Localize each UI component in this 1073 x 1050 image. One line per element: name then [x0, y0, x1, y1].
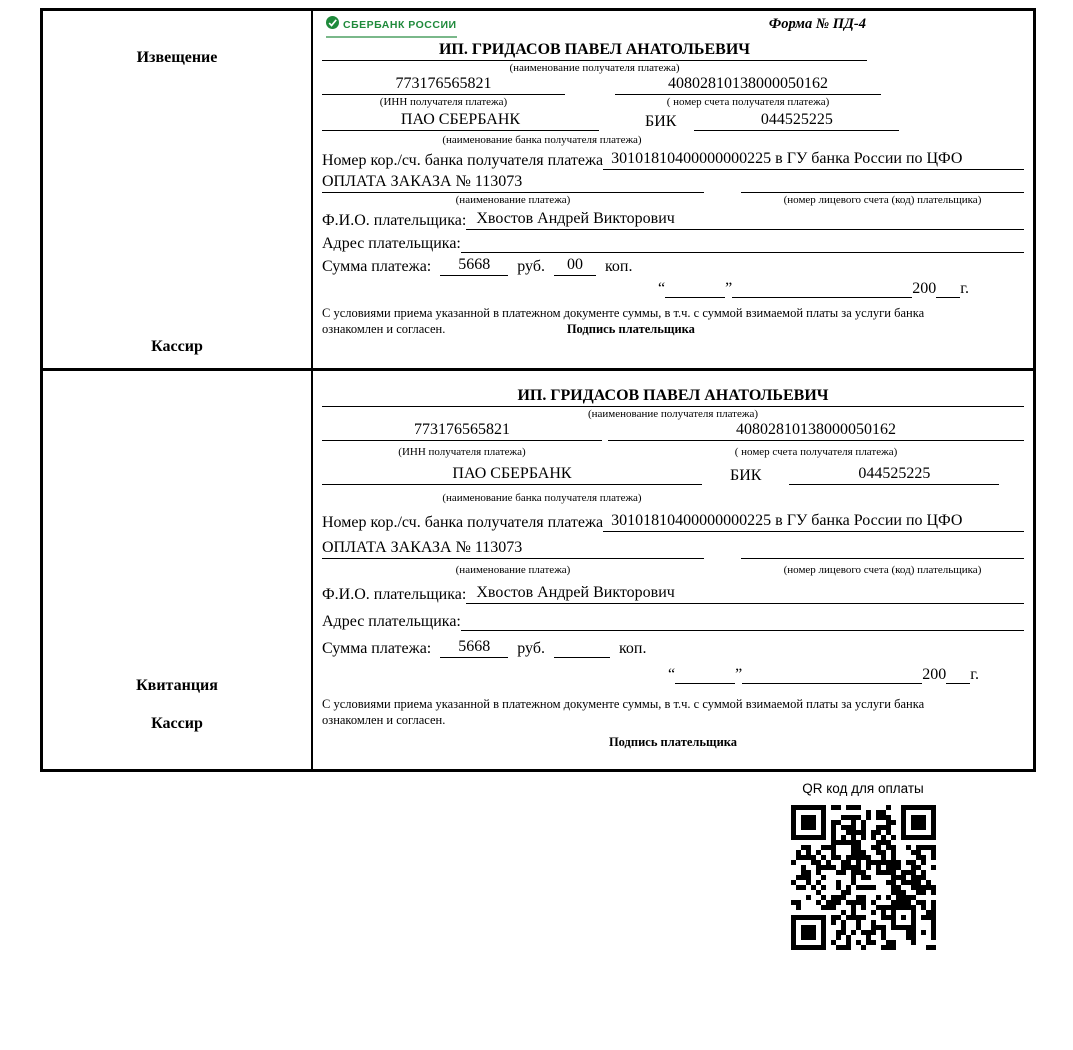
date-year-prefix: 200 [922, 665, 947, 683]
personal-account-caption: (номер лицевого счета (код) плательщика) [783, 193, 982, 206]
date-year-suffix: г. [960, 279, 969, 297]
agreement-block [322, 696, 1024, 751]
bank-caption: (наименование банка получателя платежа) [442, 492, 642, 505]
inn-caption: (ИНН получателя платежа) [379, 95, 508, 108]
receipt-left-cell [43, 371, 313, 769]
bank-row [322, 465, 1024, 485]
recipient-name: ИП. ГРИДАСОВ ПАВЕЛ АНАТОЛЬЕВИЧ [322, 41, 867, 61]
date-line [322, 665, 979, 684]
payer-name-row [322, 584, 1024, 604]
inn-value: 773176565821 [322, 75, 565, 95]
date-year-suffix: г. [970, 665, 979, 683]
sum-label: Сумма платежа: [322, 639, 432, 657]
recipient-block [322, 41, 867, 75]
form-number: Форма № ПД-4 [768, 16, 866, 32]
payment-purpose-caption: (наименование платежа) [455, 193, 571, 206]
payer-address-label: Адрес плательщика: [322, 612, 461, 630]
payer-address-row [322, 233, 1024, 253]
corr-account-value: 30101810400000000225 в ГУ банка России по ЦФО [603, 150, 1024, 170]
payer-address-row [322, 611, 1024, 631]
payer-address-line [461, 233, 1024, 253]
payer-name-value: Хвостов Андрей Викторович [466, 584, 1024, 604]
recipient-name: ИП. ГРИДАСОВ ПАВЕЛ АНАТОЛЬЕВИЧ [322, 387, 1024, 407]
corr-account-row [322, 150, 1024, 170]
date-day-line [675, 665, 735, 684]
sum-kop-value [554, 638, 610, 658]
date-month-line [732, 279, 912, 298]
notice-header-row [322, 16, 1024, 40]
inn-account-captions [322, 96, 1024, 109]
inn-account-row [322, 75, 1024, 95]
kop-label: коп. [604, 257, 633, 275]
sberbank-logo-text: СБЕРБАНК РОССИИ [343, 19, 457, 31]
corr-account-value: 30101810400000000225 в ГУ банка России по ЦФО [603, 512, 1024, 532]
receipt-form [313, 371, 1033, 769]
date-quote-open: “ [658, 279, 666, 297]
payer-name-label: Ф.И.О. плательщика: [322, 585, 467, 603]
payer-name-value: Хвостов Андрей Викторович [466, 210, 1024, 230]
corr-account-row [322, 512, 1024, 532]
bik-value: 044525225 [694, 111, 899, 131]
date-year-line [946, 665, 970, 684]
payment-purpose-caption: (наименование платежа) [455, 563, 571, 576]
recipient-caption: (наименование получателя платежа) [587, 408, 759, 420]
qr-block [786, 781, 940, 950]
sum-label: Сумма платежа: [322, 257, 432, 275]
payment-purpose-row [322, 173, 1024, 193]
account-caption: ( номер счета получателя платежа) [734, 445, 898, 458]
payment-purpose-value: ОПЛАТА ЗАКАЗА № 113073 [322, 173, 704, 193]
personal-account-line [741, 539, 1024, 559]
inn-value: 773176565821 [322, 421, 602, 441]
personal-account-caption: (номер лицевого счета (код) плательщика) [783, 563, 982, 576]
payment-purpose-row [322, 539, 1024, 559]
sum-rub-value: 5668 [440, 638, 508, 658]
receipt-section-label: Квитанция [136, 677, 218, 694]
sum-row [322, 256, 1024, 276]
date-quote-close: ” [735, 665, 743, 683]
notice-cashier-label: Кассир [151, 338, 203, 355]
sum-rub-value: 5668 [440, 256, 508, 276]
inn-account-captions [322, 446, 1024, 459]
bik-label: БИК [645, 113, 677, 131]
date-quote-open: “ [668, 665, 676, 683]
notice-section-label: Извещение [136, 49, 218, 66]
payer-address-line [461, 611, 1024, 631]
corr-account-label: Номер кор./сч. банка получателя платежа [322, 513, 604, 531]
payer-signature-label: Подпись плательщика [608, 735, 738, 750]
sum-kop-value: 00 [554, 256, 596, 276]
bik-label: БИК [730, 467, 762, 485]
date-day-line [665, 279, 725, 298]
bik-value: 044525225 [789, 465, 999, 485]
recipient-caption: (наименование получателя платежа) [509, 62, 680, 74]
sberbank-logo [326, 16, 457, 38]
sberbank-logo-icon [326, 16, 339, 34]
account-value: 40802810138000050162 [608, 421, 1024, 441]
payment-purpose-value: ОПЛАТА ЗАКАЗА № 113073 [322, 539, 704, 559]
agreement-block [322, 305, 1024, 338]
sberbank-logo-divider [326, 36, 457, 38]
corr-account-label: Номер кор./сч. банка получателя платежа [322, 151, 604, 169]
payer-signature-label: Подпись плательщика [566, 322, 695, 337]
date-year-prefix: 200 [912, 279, 937, 297]
notice-left-cell [43, 11, 313, 371]
payment-purpose-captions [322, 194, 1024, 207]
account-value: 40802810138000050162 [615, 75, 881, 95]
sum-row [322, 638, 1024, 658]
payer-name-label: Ф.И.О. плательщика: [322, 211, 467, 229]
agreement-text: С условиями приема указанной в платежном документе суммы, в т.ч. с суммой взимаемой платы за услуги банка ознакомлен и согласен. [322, 305, 925, 336]
date-year-line [936, 279, 960, 298]
date-month-line [742, 665, 922, 684]
pd4-form-table [40, 8, 1036, 772]
notice-form [313, 11, 1033, 371]
qr-caption: QR код для оплаты [802, 781, 924, 796]
inn-caption: (ИНН получателя платежа) [398, 445, 526, 458]
bank-caption: (наименование банка получателя платежа) [442, 134, 642, 147]
payment-purpose-captions [322, 564, 1024, 577]
bank-row [322, 111, 1024, 131]
bank-name-value: ПАО СБЕРБАНК [322, 465, 702, 485]
date-quote-close: ” [725, 279, 733, 297]
rub-label: руб. [517, 639, 545, 657]
personal-account-line [741, 173, 1024, 193]
account-caption: ( номер счета получателя платежа) [666, 95, 830, 108]
kop-label: коп. [618, 639, 647, 657]
rub-label: руб. [517, 257, 545, 275]
receipt-cashier-label: Кассир [151, 715, 203, 732]
date-line [322, 279, 969, 298]
qr-code [791, 805, 936, 950]
payer-address-label: Адрес плательщика: [322, 234, 461, 252]
agreement-text: С условиями приема указанной в платежном документе суммы, в т.ч. с суммой взимаемой платы за услуги банка ознакомлен и согласен. [322, 696, 925, 727]
recipient-block [322, 387, 1024, 421]
bank-name-value: ПАО СБЕРБАНК [322, 111, 599, 131]
inn-account-row [322, 421, 1024, 441]
payer-name-row [322, 210, 1024, 230]
